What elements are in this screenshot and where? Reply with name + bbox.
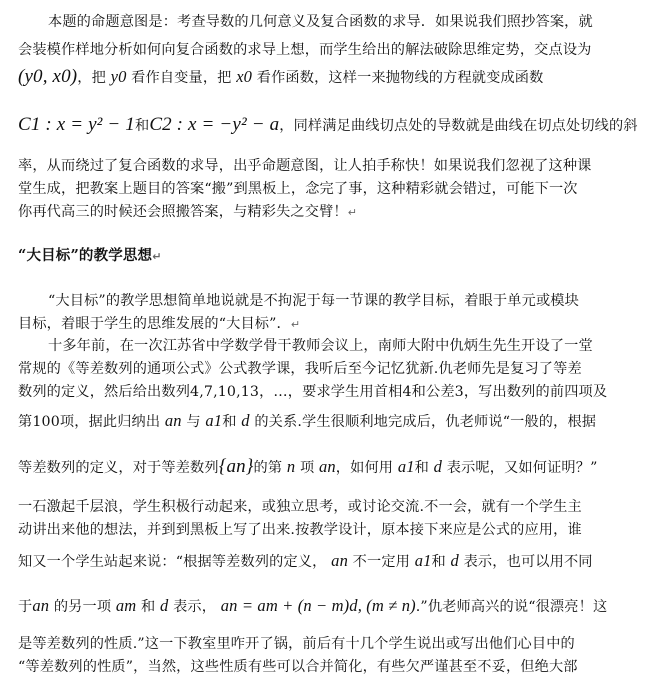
p3-line-7 <box>18 519 648 539</box>
text: 看作自变量，把 <box>131 70 232 86</box>
math-var: x0 <box>236 67 253 86</box>
text: 表示，也可以用不同 <box>463 554 593 570</box>
p1-line-4 <box>18 114 648 136</box>
math-var: y0 <box>110 67 127 86</box>
section-heading <box>18 244 648 265</box>
math-var: d <box>433 457 443 476</box>
text: 动讲出来他的想法，并到到黑板上写了出来.按教学设计，原本接下来应是公式的应用，谁 <box>18 522 582 538</box>
text: 本题的命题意图是：考查导数的几何意义及复合函数的求导．如果说我们照抄答案，就 <box>48 14 593 30</box>
p3-line-2 <box>18 358 648 378</box>
text: 你再代高三的时候还会照搬答案，与精彩失之交臂！ <box>18 204 348 220</box>
text: “等差数列的性质”，当然，这些性质有些可以合并简化，有些欠严谨甚至不妥，但绝大部 <box>18 659 578 675</box>
paragraph-mark: ↵ <box>347 206 358 219</box>
p3-line-9 <box>18 596 648 616</box>
p2-line-1 <box>48 290 648 310</box>
text: 不一定用 <box>352 554 411 570</box>
text: 数列的定义，然后给出数列4,7,10,13，…，要求学生用首相4和公差3，写出数列的前四项及 <box>18 384 608 400</box>
text: 和 <box>141 599 156 615</box>
text: 表示呢，又如何证明？” <box>446 460 598 476</box>
math-curve-c2: C2 : x = −y² − a <box>149 114 280 135</box>
text: 和 <box>414 460 429 476</box>
text: 与 <box>186 414 201 430</box>
math-formula: an = am + (n − m)d, (m ≠ n) <box>220 596 416 615</box>
math-var: d <box>241 411 250 430</box>
text: 和 <box>134 118 150 134</box>
p1-line-6 <box>18 178 648 198</box>
p3-line-10 <box>18 633 648 653</box>
paragraph-mark: ↵ <box>290 318 301 331</box>
heading-text: “大目标”的教学思想 <box>18 247 153 264</box>
math-var: an <box>318 457 336 476</box>
text: 是等差数列的性质.”这一下教室里咋开了锅，前后有十几个学生说出或写出他们心目中的 <box>18 636 575 652</box>
text: 目标，着眼于学生的思维发展的“大目标”． <box>18 316 291 332</box>
p1-line-1 <box>48 11 648 31</box>
math-var: d <box>160 596 169 615</box>
math-point: (y0, x0) <box>18 66 78 87</box>
text: 的第 <box>253 460 283 476</box>
math-curve-c1: C1 : x = y² − 1 <box>18 114 135 135</box>
p3-line-1 <box>48 335 648 355</box>
p1-line-3 <box>18 66 648 88</box>
text: .”仇老师高兴的说“很漂亮！这 <box>415 599 608 615</box>
text: 项 <box>299 460 315 476</box>
p1-line-5 <box>18 155 648 175</box>
math-var: d <box>450 551 459 570</box>
text: 第100项，据此归纳出 <box>18 414 161 430</box>
math-var: a1 <box>205 411 223 430</box>
text: 看作函数，这样一来抛物线的方程就变成函数 <box>256 70 544 86</box>
p3-line-5 <box>18 456 648 478</box>
text: ，把 <box>77 70 106 86</box>
text: 率，从而绕过了复合函数的求导，出乎命题意图，让人拍手称快！如果说我们忽视了这种课 <box>18 158 592 174</box>
text: 表示， <box>173 599 217 615</box>
p3-line-3 <box>18 381 648 401</box>
text: 一石激起千层浪，学生积极行动起来，或独立思考，或讨论交流.不一会，就有一个学生主 <box>18 499 582 515</box>
p2-line-2 <box>18 313 648 333</box>
math-var: an <box>331 551 348 570</box>
text: 知又一个学生站起来说：“根据等差数列的定义， <box>18 554 327 570</box>
text: ，同样满足曲线切点处的导数就是曲线在切点处切线的斜 <box>279 118 638 134</box>
text: 于 <box>18 599 33 615</box>
p3-line-11 <box>18 656 648 676</box>
math-var: an <box>32 596 50 615</box>
text: 的关系.学生很顺利地完成后，仇老师说“一般的，根据 <box>254 414 597 430</box>
math-var: am <box>115 596 137 615</box>
text: 堂生成，把教案上题目的答案“搬”到黑板上，念完了事，这种精彩就会错过，可能下一次 <box>18 181 578 197</box>
text: 等差数列的定义，对于等差数列 <box>18 460 219 476</box>
p3-line-8 <box>18 551 648 571</box>
text: 和 <box>222 414 237 430</box>
p3-line-6 <box>18 496 648 516</box>
paragraph-mark: ↵ <box>152 250 162 263</box>
text: 会装模作样地分析如何向复合函数的求导上想，而学生给出的解法破除思维定势，交点设为 <box>18 42 592 58</box>
text: “大目标”的教学思想简单地说就是不拘泥于每一节课的教学目标，着眼于单元或模块 <box>48 293 579 309</box>
math-var: an <box>164 411 182 430</box>
text: 和 <box>431 554 446 570</box>
math-sequence: {an} <box>218 456 254 477</box>
text: 十多年前，在一次江苏省中学数学骨干教师会议上，南师大附中仇炳生先生开设了一堂 <box>48 338 593 354</box>
text: 常规的《等差数列的通项公式》公式教学课，我听后至今记忆犹新.仇老师先是复习了等差 <box>18 361 582 377</box>
p1-line-2 <box>18 39 648 59</box>
p1-line-7 <box>18 201 648 221</box>
math-var: a1 <box>397 457 415 476</box>
math-var: a1 <box>414 551 432 570</box>
p3-line-4 <box>18 411 648 431</box>
text: ，如何用 <box>335 460 394 476</box>
math-var: n <box>286 457 296 476</box>
text: 的另一项 <box>53 599 112 615</box>
